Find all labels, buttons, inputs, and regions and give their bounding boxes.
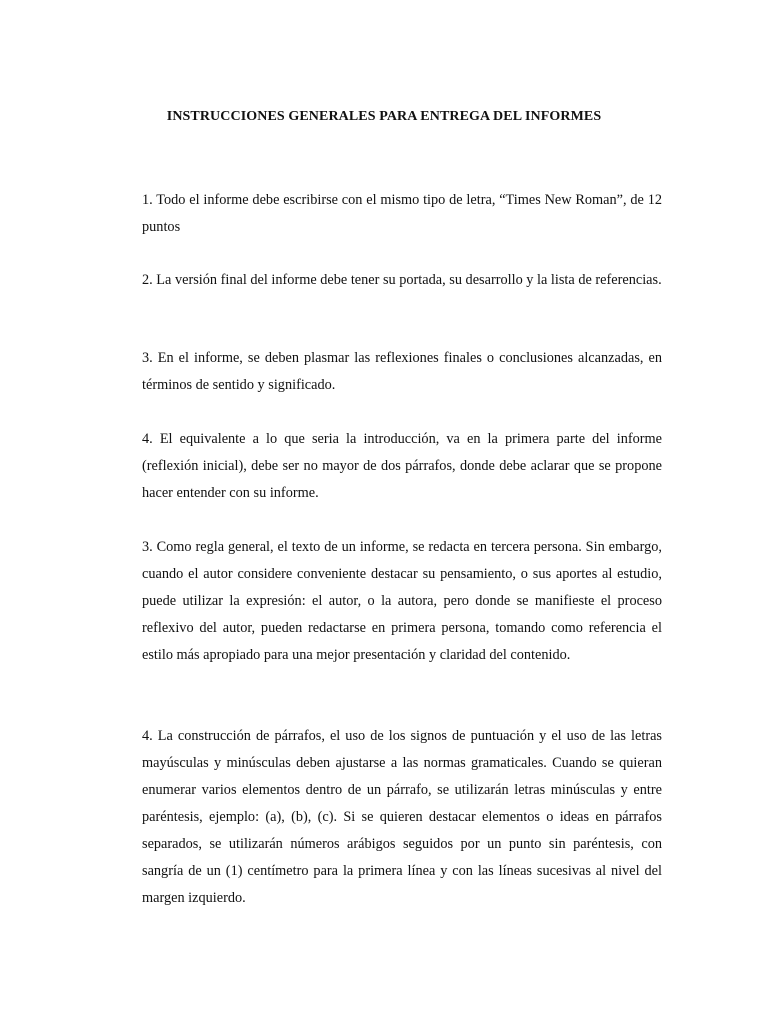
paragraph-1: 1. Todo el informe debe escribirse con el mismo tipo de letra, “Times New Roman”, de 12 puntos — [142, 192, 662, 235]
paragraph-4: 4. El equivalente a lo que seria la introducción, va en la primera parte del informe (reflexión inicial), debe ser no mayor de dos párrafos, donde debe aclarar que se propone hacer entender con su informe. — [142, 431, 662, 501]
paragraph-3: 3. En el informe, se deben plasmar las reflexiones finales o conclusiones alcanzadas, en términos de sentido y significado. — [142, 350, 662, 393]
paragraph-2: 2. La versión final del informe debe tener su portada, su desarrollo y la lista de referencias. — [142, 272, 662, 288]
document-title: INSTRUCCIONES GENERALES PARA ENTREGA DEL INFORMES — [166, 109, 602, 124]
paragraph-6: 4. La construcción de párrafos, el uso de los signos de puntuación y el uso de las letras mayúsculas y minúsculas deben ajustarse a las normas gramaticales. Cuando se quieran enumerar varios elementos dentro de un párrafo, se utilizarán letras minúsculas y entre paréntesis, ejemplo: (a), (b), (c). Si se quieren destacar elementos o ideas en párrafos separados, se utilizarán números arábigos seguidos por un punto sin paréntesis, con sangría de un (1) centímetro para la primera línea y con las líneas sucesivas al nivel del margen izquierdo. — [142, 728, 662, 906]
paragraph-5: 3. Como regla general, el texto de un informe, se redacta en tercera persona. Sin embargo, cuando el autor considere conveniente destacar su pensamiento, o sus aportes al estudio, puede utilizar la expresión: el autor, o la autora, pero donde se manifieste el proceso reflexivo del autor, pueden redactarse en primera persona, tomando como referencia el estilo más apropiado para una mejor presentación y claridad del contenido. — [142, 539, 662, 663]
